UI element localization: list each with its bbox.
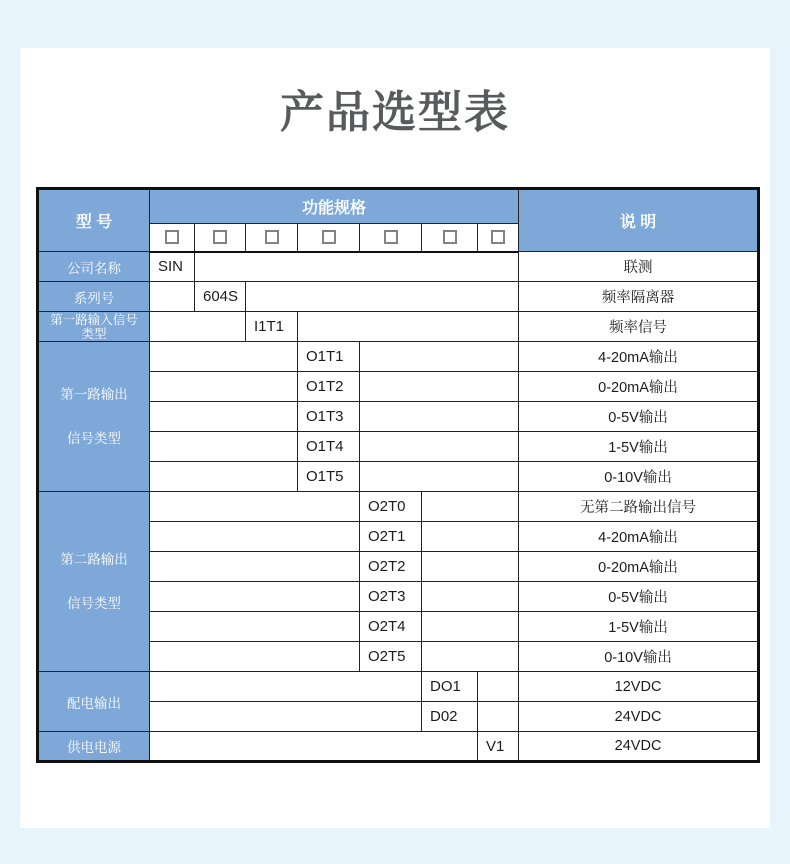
option-description-cell: 4-20mA输出 bbox=[519, 342, 759, 372]
empty-spec-cell bbox=[360, 372, 519, 402]
row-group-label bbox=[38, 732, 150, 762]
option-description-cell: 无第二路输出信号 bbox=[519, 492, 759, 522]
option-code-cell: DO1 bbox=[422, 672, 478, 702]
row-group-label-line: 配电输出 bbox=[67, 695, 121, 711]
row-group-label-line: 供电电源 bbox=[67, 740, 121, 755]
spec-checkbox-cell bbox=[360, 224, 422, 252]
empty-spec-cell bbox=[246, 282, 519, 312]
option-description-cell: 0-10V输出 bbox=[519, 462, 759, 492]
content-card bbox=[20, 48, 770, 828]
row-group-label-line: 公司名称 bbox=[67, 260, 121, 276]
empty-spec-cell bbox=[150, 312, 246, 342]
empty-spec-cell bbox=[150, 582, 360, 612]
empty-spec-cell bbox=[150, 552, 360, 582]
empty-spec-cell bbox=[150, 462, 298, 492]
option-description-cell: 12VDC bbox=[519, 672, 759, 702]
row-group-label bbox=[38, 282, 150, 312]
empty-spec-cell bbox=[360, 462, 519, 492]
row-group-label-line: 类型 bbox=[81, 326, 107, 341]
option-code-cell: O2T0 bbox=[360, 492, 422, 522]
option-description-cell: 4-20mA输出 bbox=[519, 522, 759, 552]
empty-spec-cell bbox=[422, 522, 519, 552]
row-group-label-line: 信号类型 bbox=[67, 595, 121, 611]
option-description-cell: 1-5V输出 bbox=[519, 612, 759, 642]
page-title: 产品选型表 bbox=[280, 88, 510, 137]
row-group-label-line: 信号类型 bbox=[67, 430, 121, 446]
empty-spec-cell bbox=[195, 252, 519, 282]
option-checkbox-icon[interactable] bbox=[165, 230, 179, 244]
empty-spec-cell bbox=[478, 702, 519, 732]
option-checkbox-icon[interactable] bbox=[443, 230, 457, 244]
row-group-label-line: 第一路输出 bbox=[60, 386, 128, 402]
table-row bbox=[38, 312, 759, 342]
option-description-cell: 0-20mA输出 bbox=[519, 552, 759, 582]
spec-checkbox-cell bbox=[478, 224, 519, 252]
option-code-cell: O1T1 bbox=[298, 342, 360, 372]
option-code-cell: O1T3 bbox=[298, 402, 360, 432]
option-description-cell: 频率信号 bbox=[519, 312, 759, 342]
col-header-desc: 说 明 bbox=[519, 189, 759, 252]
spec-checkbox-cell bbox=[422, 224, 478, 252]
spec-checkbox-cell bbox=[298, 224, 360, 252]
option-code-cell: O1T2 bbox=[298, 372, 360, 402]
row-group-label bbox=[38, 342, 150, 492]
row-group-label-line: 第一路输入信号 bbox=[50, 312, 138, 327]
empty-spec-cell bbox=[150, 372, 298, 402]
option-code-cell: O2T4 bbox=[360, 612, 422, 642]
option-description-cell: 1-5V输出 bbox=[519, 432, 759, 462]
empty-spec-cell bbox=[150, 522, 360, 552]
option-description-cell: 联测 bbox=[519, 252, 759, 282]
option-description-cell: 0-20mA输出 bbox=[519, 372, 759, 402]
option-checkbox-icon[interactable] bbox=[213, 230, 227, 244]
spec-checkbox-cell bbox=[246, 224, 298, 252]
empty-spec-cell bbox=[422, 492, 519, 522]
option-code-cell: O2T2 bbox=[360, 552, 422, 582]
empty-spec-cell bbox=[360, 342, 519, 372]
spec-checkbox-cell bbox=[150, 224, 195, 252]
option-checkbox-icon[interactable] bbox=[384, 230, 398, 244]
empty-spec-cell bbox=[150, 402, 298, 432]
row-group-label-line: 系列号 bbox=[73, 290, 115, 306]
option-code-cell: V1 bbox=[478, 732, 519, 762]
option-code-cell: O1T5 bbox=[298, 462, 360, 492]
option-description-cell: 0-5V输出 bbox=[519, 582, 759, 612]
empty-spec-cell bbox=[150, 342, 298, 372]
option-checkbox-icon[interactable] bbox=[322, 230, 336, 244]
spec-checkbox-cell bbox=[195, 224, 246, 252]
table-header-row bbox=[38, 189, 759, 224]
row-group-label bbox=[38, 252, 150, 282]
option-checkbox-icon[interactable] bbox=[265, 230, 279, 244]
option-code-cell: O1T4 bbox=[298, 432, 360, 462]
option-code-cell: O2T3 bbox=[360, 582, 422, 612]
row-group-label-line: 第二路输出 bbox=[60, 551, 128, 567]
empty-spec-cell bbox=[298, 312, 519, 342]
table-row bbox=[38, 492, 759, 522]
table-row bbox=[38, 282, 759, 312]
option-code-cell: O2T1 bbox=[360, 522, 422, 552]
option-code-cell: O2T5 bbox=[360, 642, 422, 672]
empty-spec-cell bbox=[150, 432, 298, 462]
empty-spec-cell bbox=[422, 612, 519, 642]
table-row bbox=[38, 342, 759, 372]
empty-spec-cell bbox=[150, 492, 360, 522]
empty-spec-cell bbox=[150, 612, 360, 642]
option-code-cell: SIN bbox=[150, 252, 195, 282]
row-group-label bbox=[38, 672, 150, 732]
table-row bbox=[38, 672, 759, 702]
table-row bbox=[38, 732, 759, 762]
row-group-label bbox=[38, 492, 150, 672]
col-header-model: 型 号 bbox=[38, 189, 150, 252]
empty-spec-cell bbox=[360, 402, 519, 432]
option-description-cell: 24VDC bbox=[519, 732, 759, 762]
empty-spec-cell bbox=[422, 582, 519, 612]
option-code-cell: I1T1 bbox=[246, 312, 298, 342]
option-description-cell: 0-10V输出 bbox=[519, 642, 759, 672]
empty-spec-cell bbox=[150, 702, 422, 732]
empty-spec-cell bbox=[422, 552, 519, 582]
option-description-cell: 0-5V输出 bbox=[519, 402, 759, 432]
empty-spec-cell bbox=[150, 732, 478, 762]
empty-spec-cell bbox=[360, 432, 519, 462]
product-selection-table bbox=[36, 187, 760, 763]
option-description-cell: 频率隔离器 bbox=[519, 282, 759, 312]
col-header-spec: 功能规格 bbox=[150, 189, 519, 224]
option-checkbox-icon[interactable] bbox=[491, 230, 505, 244]
option-code-cell: 604S bbox=[195, 282, 246, 312]
table-row bbox=[38, 252, 759, 282]
row-group-label bbox=[38, 312, 150, 342]
empty-spec-cell bbox=[150, 672, 422, 702]
empty-spec-cell bbox=[150, 642, 360, 672]
empty-spec-cell bbox=[150, 282, 195, 312]
empty-spec-cell bbox=[478, 672, 519, 702]
empty-spec-cell bbox=[422, 642, 519, 672]
option-description-cell: 24VDC bbox=[519, 702, 759, 732]
option-code-cell: D02 bbox=[422, 702, 478, 732]
